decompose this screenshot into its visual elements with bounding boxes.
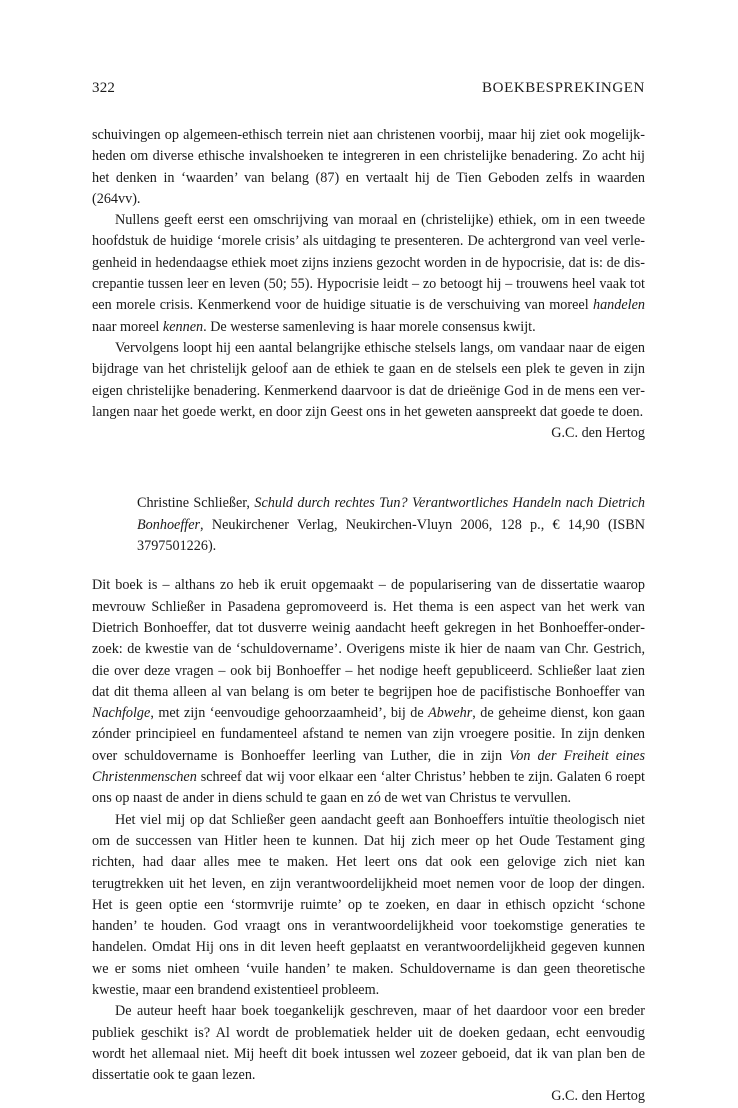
review1-paragraph-3: Vervolgens loopt hij een aantal belangrijke ethische stelsels langs, om vandaar naar de eigen bijdrage van het christelijk geloof aan de ethiek te gaan en de stelsels een plek te geven in zijn eigen christelijke benadering. Kenmerkend daarvoor is dat de drieënige God in de mens een verlangen naar het goede werkt, en door zijn Geest ons in het geweten aanspreekt dat goede te doen. (92, 339, 645, 420)
review2-paragraph-1-text-c: , de geheime dienst, kon gaan zónder principieel en fundamenteel afstand te nemen van zijn vroegere positie. In zijn denken over schuldovername is Bonhoeffer leerling van Luther, die in zijn (92, 705, 646, 764)
review2-paragraph-3: De auteur heeft haar boek toegankelijk geschreven, maar of het daardoor voor een breder publiek geschikt is? Al wordt de problematiek helder uit de doeken gedaan, echt eenvoudig wordt het allemaal niet. Mij heeft dit boek intussen wel zozeer geboeid, dat ik van plan ben de dissertatie ook te gaan lezen. (92, 1003, 645, 1084)
citation-title: Schuld durch rechtes Tun? Verantwortliches Handeln nach Dietrich Bonhoeffer (137, 495, 645, 533)
review1-emphasis-handelen: handelen (592, 297, 645, 314)
review2-paragraph-1 (92, 575, 645, 809)
review1-paragraph-2-text-b: naar moreel (92, 318, 163, 335)
running-head (92, 80, 645, 102)
review2-emphasis-abwehr: Abwehr (428, 705, 473, 722)
review2-paragraph-1-text-a: Dit boek is – althans zo heb ik eruit opgemaakt – de popularisering van de dissertatie waarop mevrouw Schließer in Pasadena gepromoveerd is. Het thema is een aspect van het werk van Dietrich Bonhoeffer, dat tot dusverre weinig aandacht heeft gekregen in het Bonhoeffer-onderzoek: de kwestie van de ‘schuldovername’. Overigens miste ik hier de naam van Chr. Gestrich, die over deze vragen – ook bij Bonhoeffer – het nodige heeft gepubliceerd. Schließer laat zien dat dit thema alleen al van belang is om beter te begrijpen hoe de pacifistische Bonhoeffer van (92, 577, 645, 700)
section-gap (92, 557, 645, 575)
review1-paragraph-1: schuivingen op algemeen-ethisch terrein niet aan christenen voorbij, maar hij ziet ook mogelijkheden om diverse ethische invalshoeken te integreren in een christelijke benadering. Zo acht hij het denken in ‘waarden’ van belang (87) en vertaalt hij de Tien Geboden zelfs in waarden (264vv). (92, 127, 645, 207)
review2-emphasis-luther-title: Von der Freiheit eines Christenmenschen (92, 747, 645, 786)
citation-details: , Neukirchener Verlag, Neukirchen-Vluyn 2006, 128 p., € 14,90 (ISBN 3797501226). (137, 516, 645, 555)
review1-paragraph-2-text-a: Nullens geeft eerst een omschrijving van moraal en (christelijke) ethiek, om in een tweede hoofdstuk de huidige ‘morele crisis’ als uitdaging te presenteren. De achtergrond van veel verlegenheid in hedendaagse ethiek moet zijns inziens gezocht worden in de hypocrisie, dat is: de discrepantie tussen leer en leven (50; 55). Hypocrisie leidt – zo betoogt hij – trouwens heel vaak tot een morele crisis. Kenmerkend voor de huidige situatie is de verschuiving van moreel (92, 212, 645, 314)
citation-author: Christine Schließer, (137, 495, 255, 512)
review2-paragraph-1-text-b: , met zijn ‘eenvoudige gehoorzaamheid’, bij de (150, 705, 429, 722)
book-page (92, 0, 646, 1105)
page-number: 322 (92, 80, 116, 96)
review2-emphasis-nachfolge: Nachfolge (92, 705, 151, 722)
page-body (92, 125, 645, 1108)
review2-paragraph-2: Het viel mij op dat Schließer geen aandacht geeft aan Bonhoeffers intuïtie theologisch niet om de successen van Hitler heen te kunnen. Dat hij zich meer op het Oude Testament ging richten, had daar alles mee te maken. Het leert ons dat ook een gelovige zich niet kan terugtrekken uit het leven, en zijn verantwoordelijkheid moet nemen voor de loop der dingen. Het is geen optie een ‘stormvrije ruimte’ op te zoeken, en daar in ethisch opzicht ‘schone handen’ te houden. God vraagt ons in verantwoordelijkheid voor toekomstige generaties te handelen. Omdat Hij ons in dit leven heeft geplaatst en verantwoordelijkheid gegeven kunnen we er soms niet omheen ‘vuile handen’ te maken. Schuldovername is dan geen theoretische kwestie, maar een brandend existentieel probleem. (92, 811, 645, 998)
review1-emphasis-kennen: kennen (162, 318, 204, 335)
review2-paragraph-1-text-d: schreef dat wij voor elkaar een ‘alter Christus’ hebben te zijn. Galaten 6 roept ons op naast de ander in diens schuld te gaan en zó de wet van Christus te vervullen. (92, 769, 645, 807)
section-title: BOEKBESPREKINGEN (482, 80, 645, 96)
review1-paragraph-2 (92, 210, 645, 338)
review1-signature: G.C. den Hertog (551, 425, 645, 442)
review1-paragraph-2-text-c: . De westerse samenleving is haar morele consensus kwijt. (203, 318, 536, 335)
book-citation (137, 493, 645, 557)
review2-signature: G.C. den Hertog (551, 1088, 645, 1105)
